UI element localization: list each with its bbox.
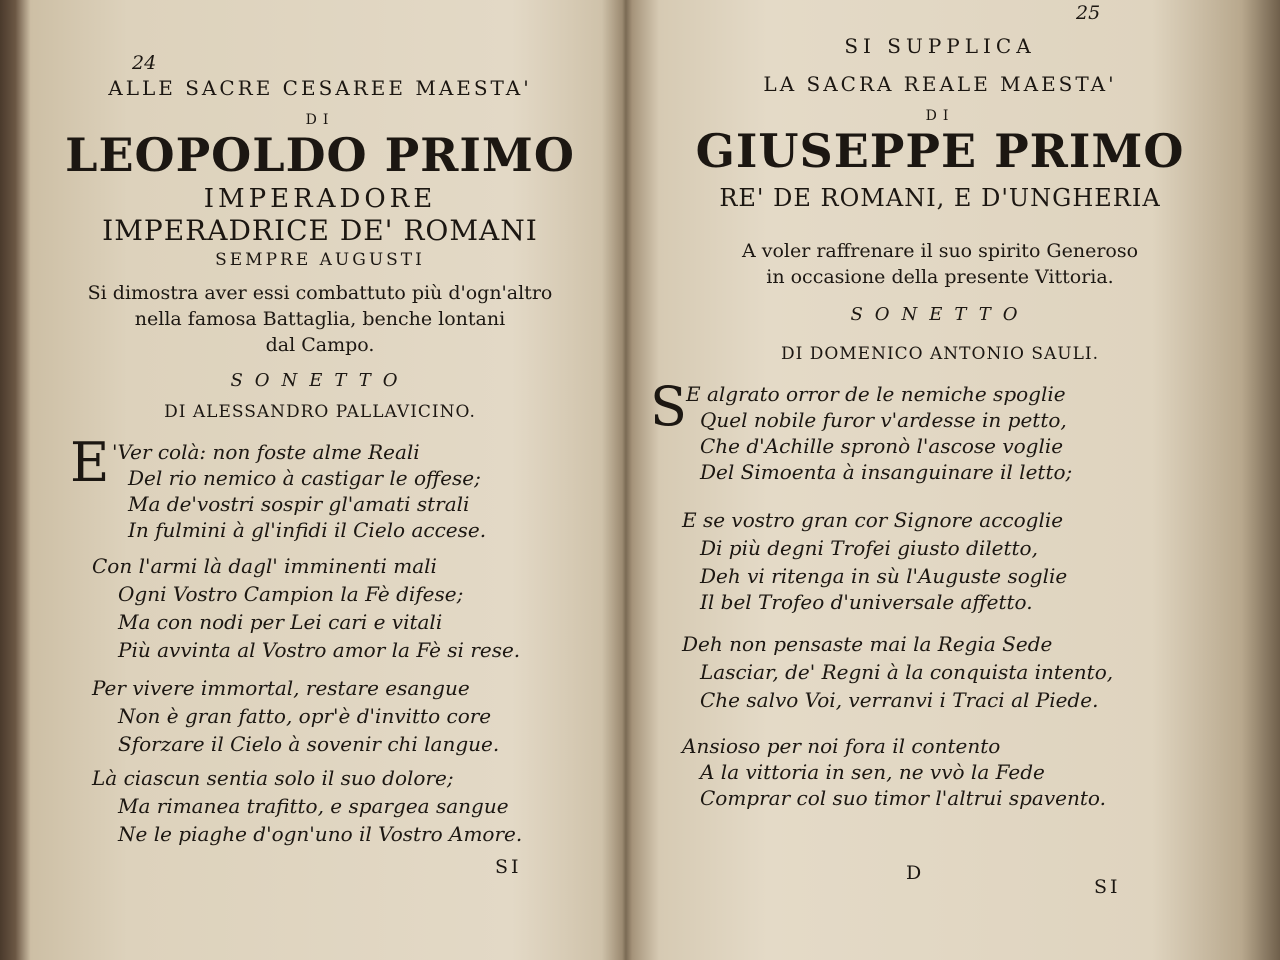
poem-line: Ma con nodi per Lei cari e vitali xyxy=(118,610,443,634)
poem-line: E algrato orror de le nemiche spoglie xyxy=(686,382,1066,406)
poem-line: Del Simoenta à insanguinare il letto; xyxy=(700,460,1073,484)
di-label: DI xyxy=(305,112,335,128)
drop-cap: S xyxy=(650,375,687,438)
poem-line: Ansioso per noi fora il contento xyxy=(682,734,1001,758)
poem-line: Deh non pensaste mai la Regia Sede xyxy=(682,632,1053,656)
poem-author: DI ALESSANDRO PALLAVICINO. xyxy=(164,402,476,422)
title-line-3: SEMPRE AUGUSTI xyxy=(215,250,425,270)
honoree-name: GIUSEPPE PRIMO xyxy=(695,124,1185,178)
dedication-heading: ALLE SACRE CESAREE MAESTA' xyxy=(108,76,532,100)
poem-line: Il bel Trofeo d'universale affetto. xyxy=(700,590,1033,614)
sonnet-label: SONETTO xyxy=(230,370,410,391)
poem-line: Non è gran fatto, opr'è d'invitto core xyxy=(118,704,492,728)
intro-line: Si dimostra aver essi combattuto più d'ogn'altro xyxy=(87,282,553,304)
page-number: 25 xyxy=(1076,2,1101,24)
poem-line: A la vittoria in sen, ne vvò la Fede xyxy=(700,760,1045,784)
poem-line: Lasciar, de' Regni à la conquista intento, xyxy=(700,660,1114,684)
poem-line: Per vivere immortal, restare esangue xyxy=(92,676,470,700)
poem-line: Ne le piaghe d'ogn'uno il Vostro Amore. xyxy=(118,822,523,846)
intro-line: in occasione della presente Vittoria. xyxy=(766,266,1114,288)
poem-line: E se vostro gran cor Signore accoglie xyxy=(682,508,1064,532)
poem-line: Di più degni Trofei giusto diletto, xyxy=(700,536,1038,560)
poem-line: 'Ver colà: non foste alme Reali xyxy=(112,440,420,464)
poem-author: DI DOMENICO ANTONIO SAULI. xyxy=(780,344,1100,364)
drop-cap: E xyxy=(70,431,110,494)
catchword: SI xyxy=(495,856,522,878)
poem-line: Più avvinta al Vostro amor la Fè si rese. xyxy=(118,638,521,662)
intro-line: dal Campo. xyxy=(265,334,375,356)
poem-line: Ma de'vostri sospir gl'amati strali xyxy=(128,492,470,516)
poem xyxy=(650,376,1210,816)
poem-line: Che d'Achille spronò l'ascose voglie xyxy=(700,434,1064,458)
catchword: SI xyxy=(1094,876,1121,898)
poem-line: Con l'armi là dagl' imminenti mali xyxy=(92,554,437,578)
poem-line: Deh vi ritenga in sù l'Auguste soglie xyxy=(700,564,1068,588)
intro-line: nella famosa Battaglia, benche lontani xyxy=(134,308,506,330)
right-page xyxy=(640,0,1240,960)
title-line-2: IMPERADRICE DE' ROMANI xyxy=(102,214,538,247)
di-label: DI xyxy=(925,108,955,124)
poem-line: Che salvo Voi, verranvi i Traci al Piede. xyxy=(700,688,1099,712)
poem-line: Sforzare il Cielo à sovenir chi langue. xyxy=(118,732,500,756)
poem-line: Comprar col suo timor l'altrui spavento. xyxy=(700,786,1106,810)
dedication-heading-2: LA SACRA REALE MAESTA' xyxy=(763,72,1117,96)
sonnet-label: SONETTO xyxy=(850,304,1030,325)
page-number: 24 xyxy=(132,52,157,74)
poem-line: Quel nobile furor v'ardesse in petto, xyxy=(700,408,1067,432)
left-page xyxy=(30,0,610,960)
honoree-name: LEOPOLDO PRIMO xyxy=(65,128,575,182)
intro-line: A voler raffrenare il suo spirito Generoso xyxy=(741,240,1139,262)
dedication-heading: SI SUPPLICA xyxy=(844,34,1036,58)
poem xyxy=(70,430,590,860)
poem-line: Del rio nemico à castigar le offese; xyxy=(128,466,481,490)
poem-line: Ma rimanea trafitto, e spargea sangue xyxy=(118,794,509,818)
title-line-1: RE' DE ROMANI, E D'UNGHERIA xyxy=(719,184,1161,212)
signature-mark: D xyxy=(906,862,925,884)
title-line-1: IMPERADORE xyxy=(203,184,437,214)
poem-line: Ogni Vostro Campion la Fè difese; xyxy=(118,582,464,606)
poem-line: In fulmini à gl'infidi il Cielo accese. xyxy=(128,518,487,542)
poem-line: Là ciascun sentia solo il suo dolore; xyxy=(92,766,454,790)
